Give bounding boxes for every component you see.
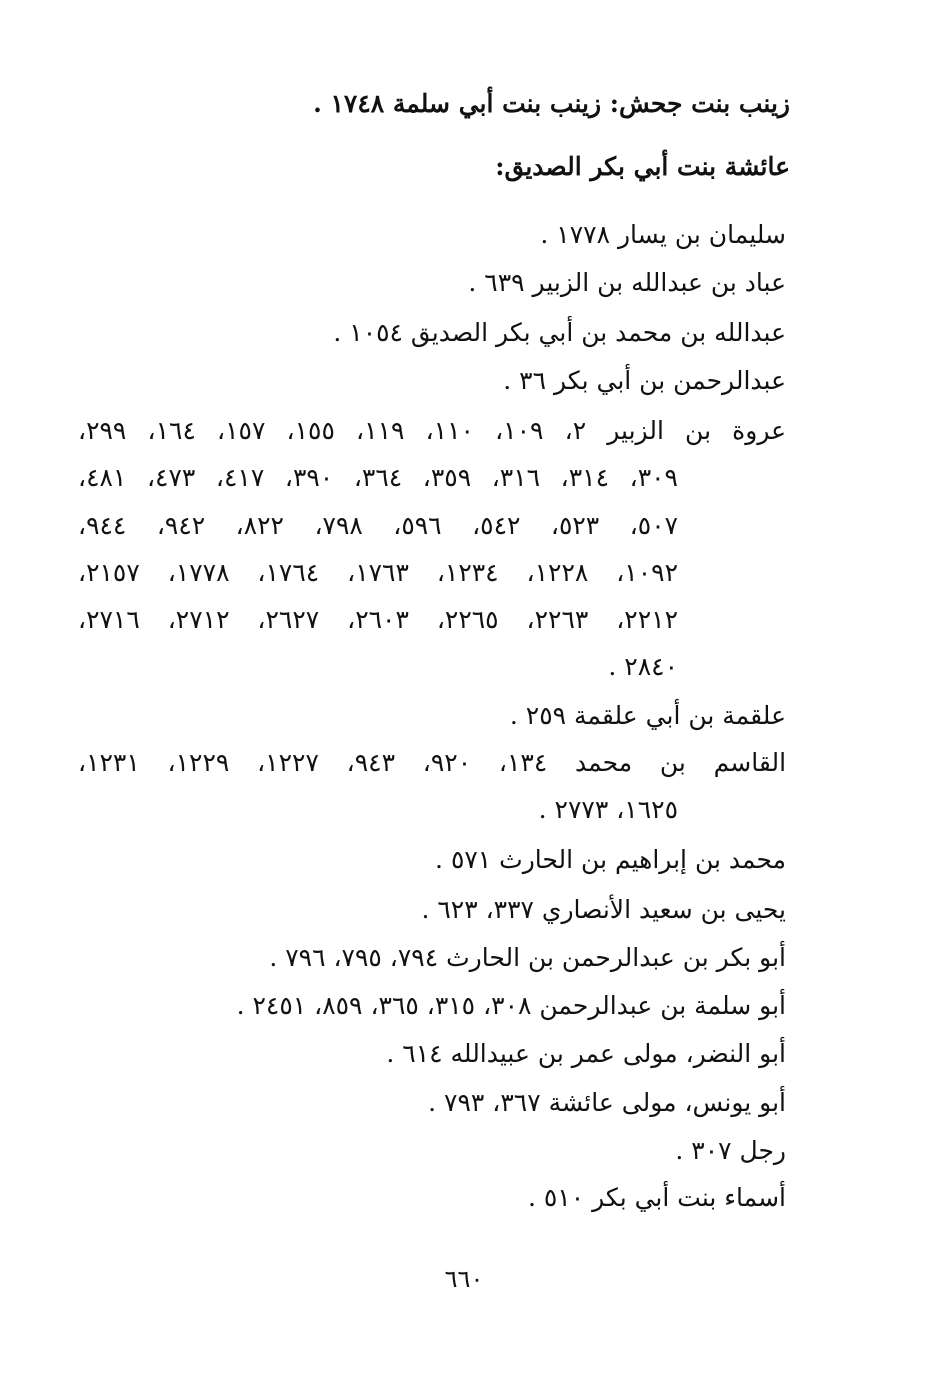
entry-abdullah: عبدالله بن محمد بن أبي بكر الصديق ١٠٥٤ . [333, 318, 786, 347]
entry-muhammad-ibrahim: محمد بن إبراهيم بن الحارث ٥٧١ . [435, 845, 786, 874]
entry-abu-salama: أبو سلمة بن عبدالرحمن ٣٠٨، ٣١٥، ٣٦٥، ٨٥٩، ٢٤٥١ . [236, 991, 786, 1020]
entry-abbad: عباد بن عبدالله بن الزبير ٦٣٩ . [468, 268, 786, 297]
entry-qasim-line-2: ١٦٢٥، ٢٧٧٣ . [538, 795, 678, 824]
entry-qasim-line-1: القاسم بن محمد ١٣٤، ٩٢٠، ٩٤٣، ١٢٢٧، ١٢٢٩، ١٢٣١، [78, 748, 787, 777]
entry-urwa-line-4: ١٠٩٢، ١٢٢٨، ١٢٣٤، ١٧٦٣، ١٧٦٤، ١٧٧٨، ٢١٥٧، [78, 558, 679, 587]
heading-zaynab [313, 87, 790, 121]
entry-abu-nadr: أبو النضر، مولى عمر بن عبيدالله ٦١٤ . [386, 1039, 786, 1068]
entry-urwa-line-6: ٢٨٤٠ . [608, 652, 678, 681]
entry-abu-bakr: أبو بكر بن عبدالرحمن بن الحارث ٧٩٤، ٧٩٥، ٧٩٦ . [269, 943, 786, 972]
entry-sulayman: سليمان بن يسار ١٧٧٨ . [540, 220, 786, 249]
entry-abu-yunus: أبو يونس، مولى عائشة ٣٦٧، ٧٩٣ . [428, 1088, 786, 1117]
heading-zaynab-rest: زينب بنت أبي سلمة ١٧٤٨ . [313, 89, 610, 118]
entry-urwa-line-1: عروة بن الزبير ٢، ١٠٩، ١١٠، ١١٩، ١٥٥، ١٥٧، ١٦٤، ٢٩٩، [78, 416, 787, 445]
entry-urwa-line-5: ٢٢١٢، ٢٢٦٣، ٢٢٦٥، ٢٦٠٣، ٢٦٢٧، ٢٧١٢، ٢٧١٦، [78, 605, 679, 634]
entry-alqama: علقمة بن أبي علقمة ٢٥٩ . [509, 701, 786, 730]
entry-urwa-line-3: ٥٠٧، ٥٢٣، ٥٤٢، ٥٩٦، ٧٩٨، ٨٢٢، ٩٤٢، ٩٤٤، [78, 511, 679, 540]
entry-yahya: يحيى بن سعيد الأنصاري ٣٣٧، ٦٢٣ . [421, 895, 786, 924]
entry-asma: أسماء بنت أبي بكر ٥١٠ . [527, 1183, 786, 1212]
entry-rajul: رجل ٣٠٧ . [675, 1136, 786, 1165]
heading-zaynab-name: زينب بنت جحش: [609, 89, 790, 118]
heading-aisha: عائشة بنت أبي بكر الصديق: [495, 152, 790, 181]
page-number: ٦٦٠ [444, 1265, 484, 1293]
entry-urwa-line-2: ٣٠٩، ٣١٤، ٣١٦، ٣٥٩، ٣٦٤، ٣٩٠، ٤١٧، ٤٧٣، ٤٨١، [78, 463, 678, 492]
entry-abdulrahman: عبدالرحمن بن أبي بكر ٣٦ . [503, 366, 786, 395]
